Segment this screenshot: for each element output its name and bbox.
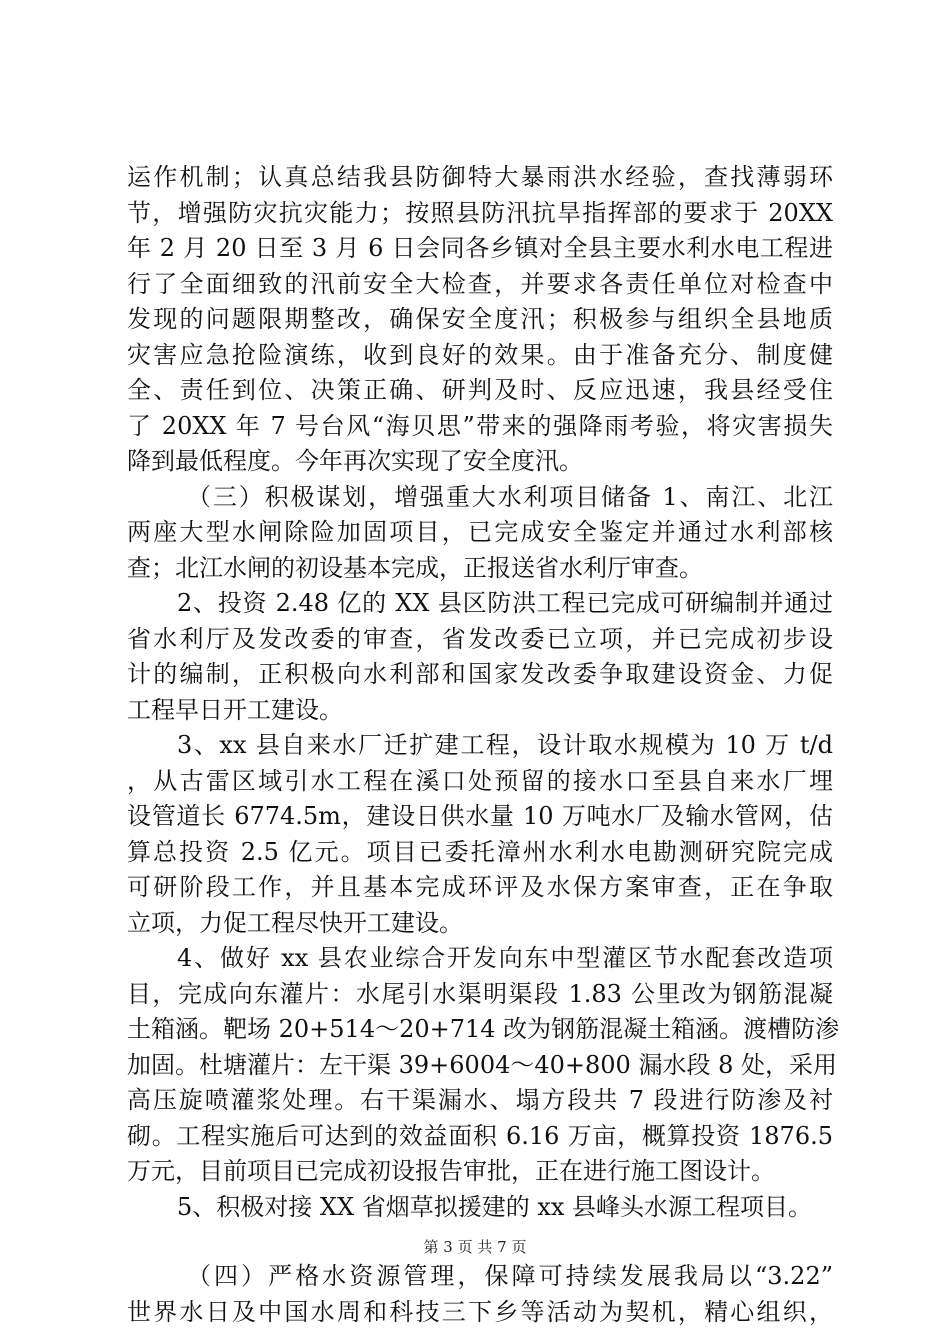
text-line: 设管道长 6774.5m，建设日供水量 10 万吨水厂及输水管网，估: [127, 802, 833, 830]
text-line: 砌。工程实施后可达到的效益面积 6.16 万亩，概算投资 1876.5: [127, 1121, 833, 1150]
text-line: 运作机制；认真总结我县防御特大暴雨洪水经验，查找薄弱环: [127, 163, 833, 191]
text-line: 全、责任到位、决策正确、研判及时、反应迅速，我县经受住: [127, 376, 833, 404]
text-line: 可研阶段工作，并且基本完成环评及水保方案审查，正在争取: [127, 873, 833, 901]
text-line: 2、投资 2.48 亿的 XX 县区防洪工程已完成可研编制并通过: [177, 589, 833, 617]
text-line: 5、积极对接 XX 省烟草拟援建的 xx 县峰头水源工程项目。: [177, 1192, 813, 1221]
text-line: 工程早日开工建设。: [127, 695, 343, 724]
text-line: （四）严格水资源管理，保障可持续发展我局以“3.22”: [187, 1262, 833, 1290]
text-line: 土箱涵。靶场 20+514～20+714 改为钢筋混凝土箱涵。渡槽防渗: [127, 1015, 840, 1043]
text-line: 降到最低程度。今年再次实现了安全度汛。: [127, 447, 583, 475]
text-line: 3、xx 县自来水厂迁扩建工程，设计取水规模为 10 万 t/d: [177, 731, 833, 759]
text-line: 高压旋喷灌浆处理。右干渠漏水、塌方段共 7 段进行防渗及衬: [127, 1086, 833, 1114]
text-line: ，从古雷区域引水工程在溪口处预留的接水口至县自来水厂埋: [127, 766, 833, 795]
text-line: 万元，目前项目已完成初设报告审批，正在进行施工图设计。: [127, 1157, 775, 1185]
text-line: 发现的问题限期整改，确保安全度汛；积极参与组织全县地质: [127, 305, 833, 333]
text-line: 查；北江水闸的初设基本完成，正报送省水利厅审查。: [127, 553, 703, 582]
text-line: 两座大型水闸除险加固项目，已完成安全鉴定并通过水利部核: [127, 518, 833, 546]
text-line: 加固。杜塘灌片：左干渠 39+6004～40+800 漏水段 8 处，采用: [127, 1050, 837, 1079]
text-line: 世界水日及中国水周和科技三下乡等活动为契机，精心组织，: [127, 1297, 833, 1326]
text-line: 算总投资 2.5 亿元。项目已委托漳州水利水电勘测研究院完成: [127, 837, 833, 866]
document-body: [127, 160, 840, 1330]
text-line: 节，增强防灾抗灾能力；按照县防汛抗旱指挥部的要求于 20XX: [127, 198, 833, 227]
page-footer: 第 3 页 共 7 页: [423, 1238, 527, 1256]
text-line: 年 2 月 20 日至 3 月 6 日会同各乡镇对全县主要水利水电工程进: [127, 234, 833, 262]
text-line: 灾害应急抢险演练，收到良好的效果。由于准备充分、制度健: [127, 340, 833, 369]
text-line: 了 20XX 年 7 号台风“海贝思”带来的强降雨考验，将灾害损失: [127, 411, 833, 440]
text-line: （三）积极谋划，增强重大水利项目储备 1、南江、北江: [187, 482, 833, 511]
text-line: 立项，力促工程尽快开工建设。: [127, 908, 463, 937]
text-line: 省水利厅及发改委的审查，省发改委已立项，并已完成初步设: [127, 624, 833, 653]
text-line: 行了全面细致的汛前安全大检查，并要求各责任单位对检查中: [127, 269, 833, 298]
text-line: 目，完成向东灌片：水尾引水渠明渠段 1.83 公里改为钢筋混凝: [127, 979, 833, 1008]
text-line: 4、做好 xx 县农业综合开发向东中型灌区节水配套改造项: [177, 944, 833, 972]
text-line: 计的编制，正积极向水利部和国家发改委争取建设资金、力促: [127, 660, 833, 688]
